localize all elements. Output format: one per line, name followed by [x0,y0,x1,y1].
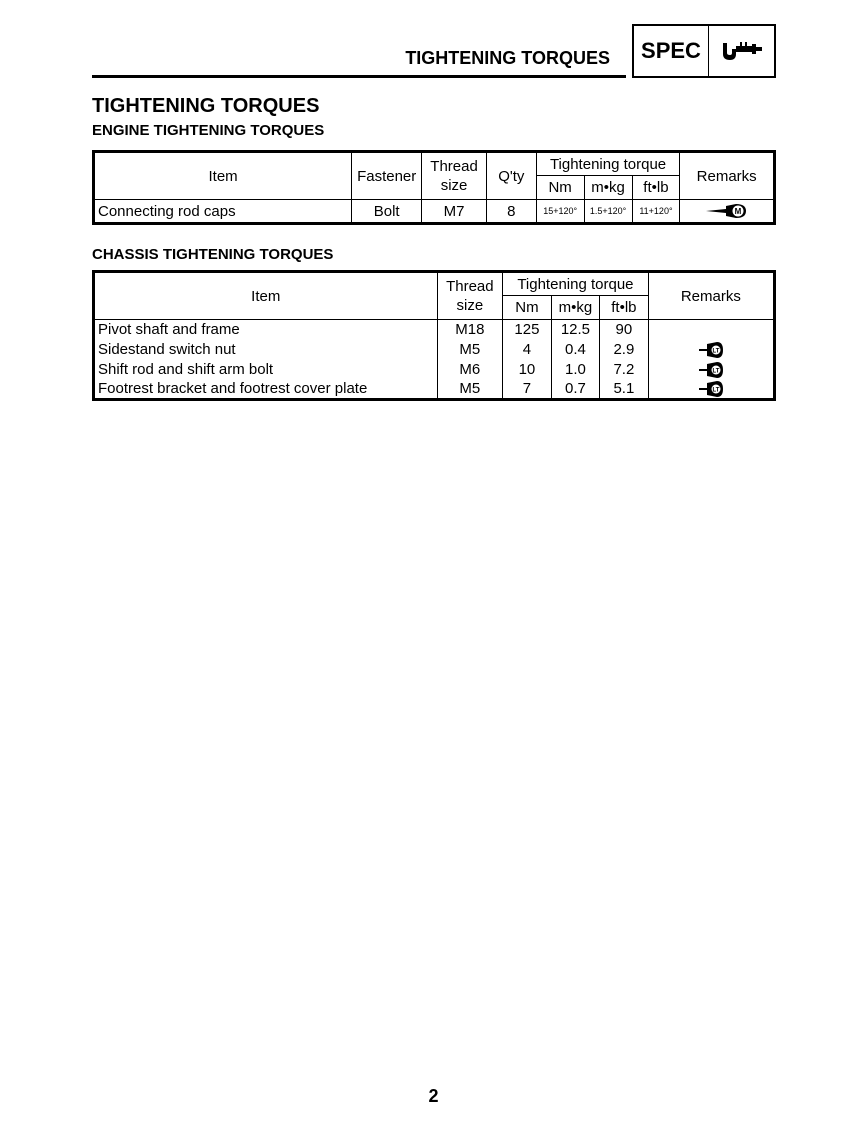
chassis-cell-remarks [648,360,774,380]
page-number: 2 [428,1086,439,1106]
table-row [94,340,775,360]
chassis-torque-table [92,270,776,401]
engine-header-item: Item [94,152,352,200]
chassis-cell-ftlb: 5.1 [600,380,648,400]
chassis-cell-ftlb: 2.9 [600,340,648,360]
engine-header-nm: Nm [536,176,584,200]
header-rule [92,75,626,78]
molybdenum-disulfide-oil-icon [702,201,752,221]
chassis-header-ftlb: ft•lb [600,296,648,320]
table-row [94,200,775,224]
engine-cell-thread-size: M7 [422,200,487,224]
chassis-header-nm: Nm [503,296,551,320]
engine-cell-mkg: 1.5+120° [584,200,632,224]
engine-section-title: ENGINE TIGHTENING TORQUES [92,122,325,139]
chassis-cell-nm: 4 [503,340,551,360]
chassis-cell-item: Footrest bracket and footrest cover plate [94,380,438,400]
engine-torque-table [92,150,776,225]
engine-header-remarks: Remarks [680,152,775,200]
table-row [94,320,775,340]
locking-agent-icon [697,361,725,379]
chassis-cell-mkg: 1.0 [551,360,599,380]
chassis-header-remarks: Remarks [648,272,774,320]
engine-header-thread-size: Thread size [422,152,487,200]
chassis-cell-item: Sidestand switch nut [94,340,438,360]
remark-letter: M [734,207,742,216]
engine-cell-qty: 8 [486,200,536,224]
chassis-cell-remarks [648,320,774,340]
engine-header-ftlb: ft•lb [632,176,680,200]
table-row [94,380,775,400]
spec-badge [632,24,776,78]
chassis-cell-remarks [648,340,774,360]
engine-cell-nm: 15+120° [536,200,584,224]
spec-label: SPEC [634,26,709,76]
chassis-cell-thread-size: M5 [437,340,503,360]
chassis-header-mkg: m•kg [551,296,599,320]
chassis-header-tightening-torque: Tightening torque [503,272,648,296]
chassis-cell-item: Shift rod and shift arm bolt [94,360,438,380]
engine-header-fastener: Fastener [352,152,422,200]
engine-header-mkg: m•kg [584,176,632,200]
engine-header-tightening-torque: Tightening torque [536,152,680,176]
chassis-cell-item: Pivot shaft and frame [94,320,438,340]
chassis-cell-thread-size: M6 [437,360,503,380]
chassis-cell-nm: 125 [503,320,551,340]
chassis-cell-ftlb: 7.2 [600,360,648,380]
chassis-cell-nm: 7 [503,380,551,400]
chassis-header-item: Item [94,272,438,320]
running-header-title: TIGHTENING TORQUES [405,48,610,68]
chassis-section-title: CHASSIS TIGHTENING TORQUES [92,246,334,263]
table-row [94,360,775,380]
chassis-cell-mkg: 0.4 [551,340,599,360]
engine-cell-remarks [680,200,775,224]
remark-letter: LT [712,387,720,394]
engine-cell-ftlb: 11+120° [632,200,680,224]
chassis-cell-thread-size: M18 [437,320,503,340]
chassis-cell-thread-size: M5 [437,380,503,400]
chassis-cell-mkg: 0.7 [551,380,599,400]
chassis-header-thread-size: Thread size [437,272,503,320]
engine-cell-item: Connecting rod caps [94,200,352,224]
torque-wrench-icon [709,26,774,76]
remark-letter: LT [712,368,720,374]
chassis-cell-nm: 10 [503,360,551,380]
locking-agent-icon [697,380,725,398]
page-title: TIGHTENING TORQUES [92,95,320,117]
engine-cell-fastener: Bolt [352,200,422,224]
locking-agent-icon [697,341,725,359]
remark-letter: LT [712,348,720,354]
chassis-cell-ftlb: 90 [600,320,648,340]
chassis-cell-mkg: 12.5 [551,320,599,340]
chassis-cell-remarks [648,380,774,400]
engine-header-qty: Q'ty [486,152,536,200]
